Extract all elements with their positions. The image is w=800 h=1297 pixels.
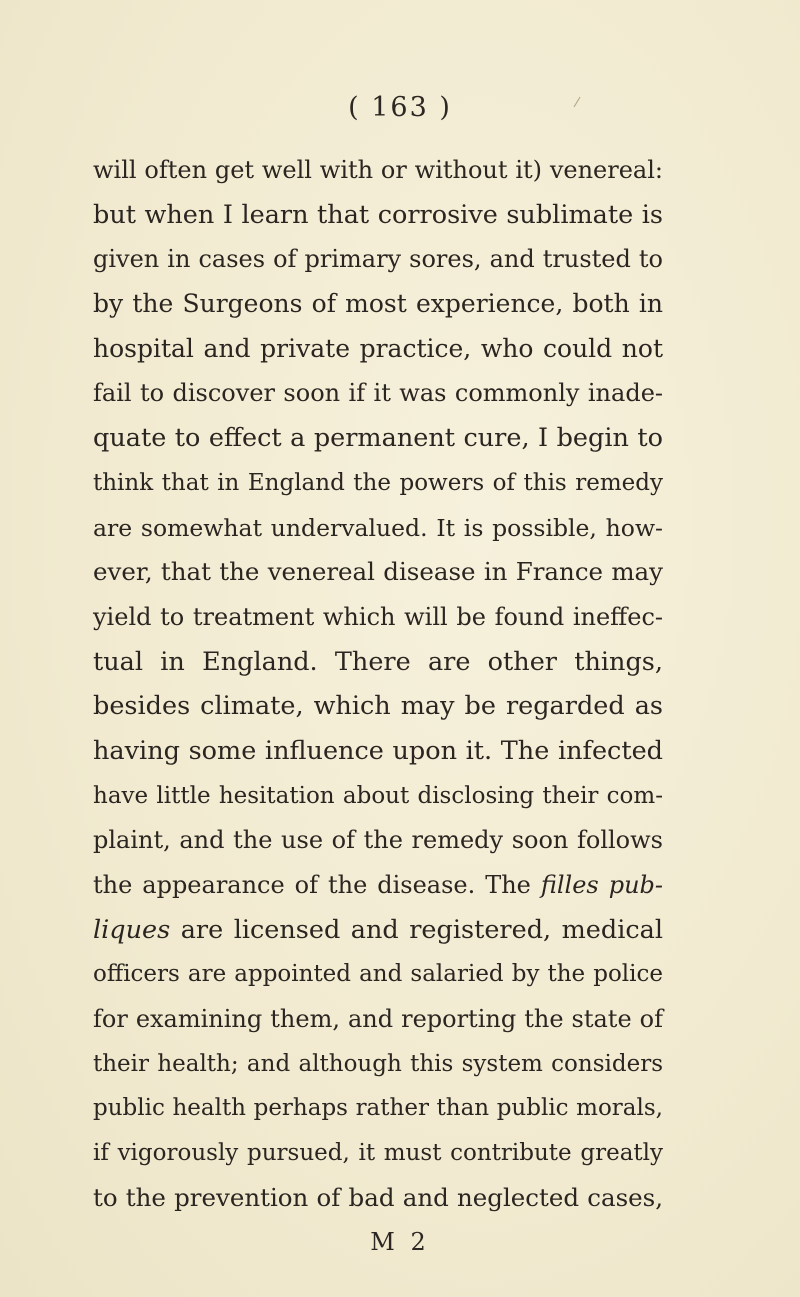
body-text xyxy=(93,148,663,1221)
text-line: if vigorously pursued, it must contribute greatly xyxy=(93,1140,663,1167)
text-line: hospital and private practice, who could not xyxy=(93,333,663,363)
text-line: ever, that the venereal disease in France may xyxy=(93,557,663,587)
text-line: plaint, and the use of the remedy soon follows xyxy=(93,826,663,855)
text-line: besides climate, which may be regarded as xyxy=(93,691,663,722)
text-line: quate to effect a permanent cure, I begin to xyxy=(93,423,663,454)
signature-mark: M 2 xyxy=(370,1228,430,1256)
text-line: fail to discover soon if it was commonly inade- xyxy=(93,379,663,408)
text-line: having some influence upon it. The infected xyxy=(93,735,663,766)
text-line xyxy=(93,863,663,908)
text-line: think that in England the powers of this remedy xyxy=(93,469,663,496)
text-line: but when I learn that corrosive sublimate is xyxy=(93,199,663,230)
text-line: tual in England. There are other things, xyxy=(93,646,663,677)
text-line: to the prevention of bad and neglected cases, xyxy=(93,1182,663,1212)
text-line: officers are appointed and salaried by the police xyxy=(93,961,663,988)
text-line: for examining them, and reporting the state of xyxy=(93,1005,663,1034)
text-run: the appearance of the disease. The xyxy=(93,871,541,899)
text-line: public health perhaps rather than public morals, xyxy=(93,1095,663,1122)
text-line: their health; and although this system considers xyxy=(93,1050,663,1077)
text-line: have little hesitation about disclosing their com- xyxy=(93,782,663,809)
text-line: yield to treatment which will be found ineffec- xyxy=(93,602,663,631)
text-line: will often get well with or without it) venereal: xyxy=(93,156,663,184)
text-line xyxy=(93,908,663,953)
italic-text-run: liques xyxy=(93,914,171,945)
page-number: ( 163 ) xyxy=(348,92,452,123)
text-line: by the Surgeons of most experience, both in xyxy=(93,289,663,319)
text-line: given in cases of primary sores, and trusted to xyxy=(93,245,663,274)
text-line: are somewhat undervalued. It is possible, how- xyxy=(93,513,663,542)
text-run: are licensed and registered, medical xyxy=(170,914,663,945)
italic-text-run: filles pub- xyxy=(540,871,663,899)
